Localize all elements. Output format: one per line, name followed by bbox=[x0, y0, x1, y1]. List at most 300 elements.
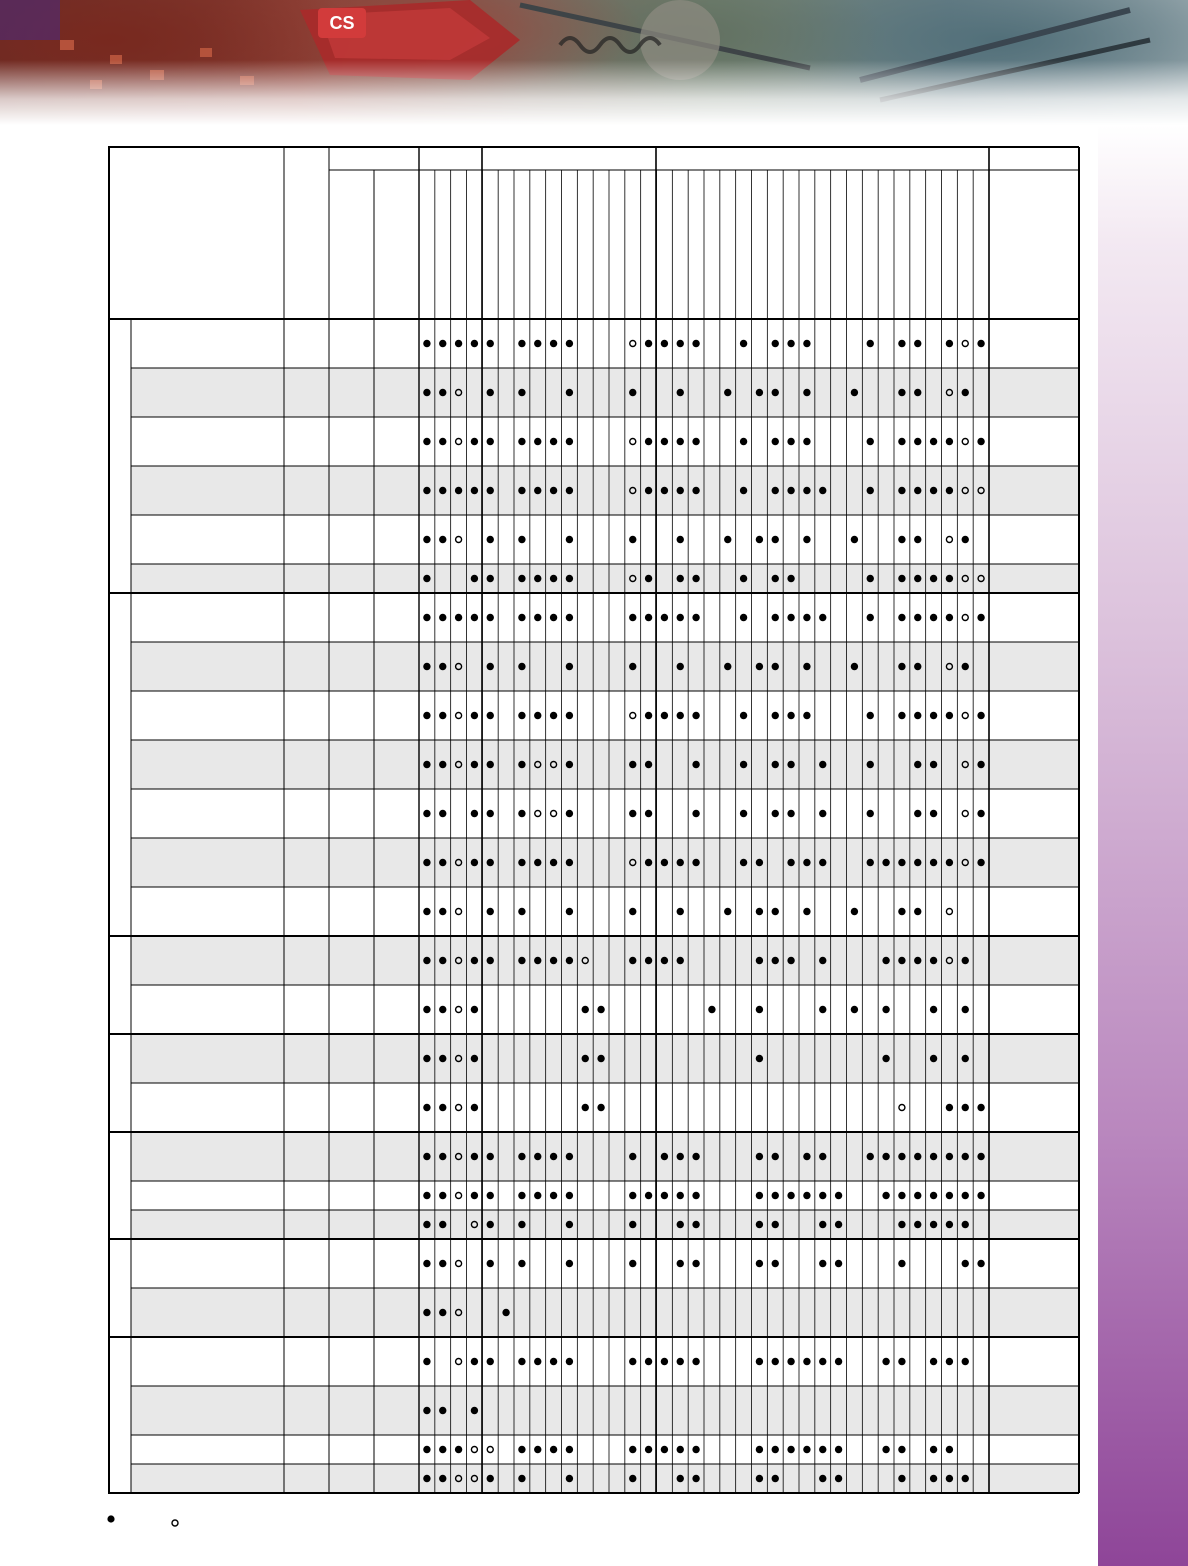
filled-dot-mark bbox=[930, 1006, 937, 1013]
filled-dot-mark bbox=[487, 810, 494, 817]
filled-dot-mark bbox=[566, 663, 573, 670]
filled-dot-mark bbox=[819, 614, 826, 621]
filled-dot-mark bbox=[740, 614, 747, 621]
filled-dot-mark bbox=[692, 810, 699, 817]
filled-dot-mark bbox=[439, 1055, 446, 1062]
open-dot-mark bbox=[551, 811, 557, 817]
filled-dot-mark bbox=[423, 487, 430, 494]
filled-dot-mark bbox=[566, 1153, 573, 1160]
filled-dot-mark bbox=[566, 1260, 573, 1267]
filled-dot-mark bbox=[772, 712, 779, 719]
filled-dot-mark bbox=[677, 487, 684, 494]
filled-dot-mark bbox=[962, 663, 969, 670]
filled-dot-mark bbox=[772, 1358, 779, 1365]
filled-dot-mark bbox=[471, 957, 478, 964]
open-dot-mark bbox=[962, 439, 968, 445]
filled-dot-mark bbox=[677, 614, 684, 621]
brand-logo bbox=[318, 8, 366, 38]
filled-dot-mark bbox=[566, 1221, 573, 1228]
filled-dot-mark bbox=[502, 1309, 509, 1316]
filled-dot-mark bbox=[772, 663, 779, 670]
filled-dot-mark bbox=[566, 575, 573, 582]
filled-dot-mark bbox=[423, 761, 430, 768]
filled-dot-mark bbox=[471, 614, 478, 621]
filled-dot-mark bbox=[867, 712, 874, 719]
filled-dot-mark bbox=[819, 1358, 826, 1365]
filled-dot-mark bbox=[487, 438, 494, 445]
filled-dot-mark bbox=[740, 712, 747, 719]
filled-dot-mark bbox=[835, 1192, 842, 1199]
filled-dot-mark bbox=[661, 614, 668, 621]
filled-dot-mark bbox=[550, 614, 557, 621]
filled-dot-mark bbox=[898, 712, 905, 719]
filled-dot-mark bbox=[534, 340, 541, 347]
filled-dot-mark bbox=[803, 1192, 810, 1199]
filled-dot-mark bbox=[423, 575, 430, 582]
filled-dot-mark bbox=[787, 712, 794, 719]
filled-dot-mark bbox=[439, 389, 446, 396]
filled-dot-mark bbox=[946, 487, 953, 494]
filled-dot-mark bbox=[582, 1104, 589, 1111]
filled-dot-mark bbox=[677, 957, 684, 964]
filled-dot-mark bbox=[487, 614, 494, 621]
filled-dot-mark bbox=[423, 1104, 430, 1111]
filled-dot-mark bbox=[756, 389, 763, 396]
filled-dot-mark bbox=[550, 957, 557, 964]
filled-dot-mark bbox=[946, 1358, 953, 1365]
filled-dot-mark bbox=[914, 487, 921, 494]
filled-dot-mark bbox=[756, 908, 763, 915]
filled-dot-mark bbox=[471, 761, 478, 768]
open-dot-mark bbox=[535, 811, 541, 817]
filled-dot-mark bbox=[756, 1006, 763, 1013]
filled-dot-mark bbox=[914, 1153, 921, 1160]
filled-dot-mark bbox=[629, 810, 636, 817]
filled-dot-mark bbox=[645, 1446, 652, 1453]
filled-dot-mark bbox=[487, 487, 494, 494]
filled-dot-mark bbox=[930, 1446, 937, 1453]
open-dot-mark bbox=[962, 713, 968, 719]
filled-dot-mark bbox=[629, 908, 636, 915]
filled-dot-mark bbox=[677, 438, 684, 445]
filled-dot-mark bbox=[930, 712, 937, 719]
filled-dot-mark bbox=[946, 575, 953, 582]
filled-dot-mark bbox=[471, 1055, 478, 1062]
filled-dot-mark bbox=[629, 1221, 636, 1228]
filled-dot-mark bbox=[677, 1446, 684, 1453]
filled-dot-mark bbox=[518, 487, 525, 494]
filled-dot-mark bbox=[645, 614, 652, 621]
filled-dot-mark bbox=[423, 614, 430, 621]
filled-dot-mark bbox=[962, 1104, 969, 1111]
filled-dot-mark bbox=[692, 1153, 699, 1160]
filled-dot-mark bbox=[946, 1446, 953, 1453]
filled-dot-mark bbox=[423, 957, 430, 964]
filled-dot-mark bbox=[772, 438, 779, 445]
compatibility-matrix-table bbox=[108, 146, 1080, 1505]
filled-dot-mark bbox=[930, 438, 937, 445]
filled-dot-mark bbox=[724, 389, 731, 396]
filled-dot-mark bbox=[423, 1407, 430, 1414]
filled-dot-mark bbox=[518, 859, 525, 866]
open-dot-mark bbox=[487, 1447, 493, 1453]
svg-text:CS: CS bbox=[329, 13, 355, 33]
filled-dot-mark bbox=[977, 340, 984, 347]
filled-dot-mark bbox=[439, 1221, 446, 1228]
filled-dot-mark bbox=[724, 908, 731, 915]
filled-dot-mark bbox=[946, 859, 953, 866]
filled-dot-mark bbox=[518, 389, 525, 396]
filled-dot-mark bbox=[898, 389, 905, 396]
filled-dot-mark bbox=[819, 1475, 826, 1482]
filled-dot-mark bbox=[787, 575, 794, 582]
filled-dot-mark bbox=[756, 1475, 763, 1482]
filled-dot-mark bbox=[439, 487, 446, 494]
filled-dot-mark bbox=[882, 1192, 889, 1199]
filled-dot-mark bbox=[677, 1358, 684, 1365]
filled-dot-mark bbox=[851, 536, 858, 543]
filled-dot-mark bbox=[487, 1260, 494, 1267]
filled-dot-mark bbox=[803, 438, 810, 445]
filled-dot-mark bbox=[914, 712, 921, 719]
filled-dot-mark bbox=[566, 712, 573, 719]
filled-dot-mark bbox=[518, 957, 525, 964]
filled-dot-mark bbox=[677, 663, 684, 670]
shaded-row-band bbox=[131, 1386, 1079, 1435]
filled-dot-mark bbox=[962, 1192, 969, 1199]
filled-dot-mark bbox=[882, 957, 889, 964]
filled-dot-mark bbox=[692, 340, 699, 347]
filled-dot-mark bbox=[455, 340, 462, 347]
filled-dot-mark bbox=[566, 614, 573, 621]
filled-dot-mark bbox=[550, 1153, 557, 1160]
filled-dot-mark bbox=[645, 438, 652, 445]
filled-dot-mark bbox=[772, 957, 779, 964]
filled-dot-mark bbox=[550, 575, 557, 582]
filled-dot-mark bbox=[898, 536, 905, 543]
filled-dot-mark bbox=[534, 1153, 541, 1160]
filled-dot-mark bbox=[819, 810, 826, 817]
filled-dot-mark bbox=[518, 438, 525, 445]
filled-dot-mark bbox=[471, 1006, 478, 1013]
filled-dot-mark bbox=[819, 1006, 826, 1013]
filled-dot-mark bbox=[946, 1153, 953, 1160]
filled-dot-mark bbox=[977, 859, 984, 866]
filled-dot-mark bbox=[692, 575, 699, 582]
open-dot-mark bbox=[962, 615, 968, 621]
filled-dot-mark bbox=[629, 536, 636, 543]
filled-dot-mark bbox=[692, 1260, 699, 1267]
filled-dot-mark bbox=[645, 810, 652, 817]
filled-dot-mark bbox=[423, 438, 430, 445]
filled-dot-mark bbox=[962, 1260, 969, 1267]
open-dot-mark bbox=[471, 1447, 477, 1453]
filled-dot-mark bbox=[534, 487, 541, 494]
filled-dot-mark bbox=[518, 1221, 525, 1228]
filled-dot-mark bbox=[772, 1446, 779, 1453]
filled-dot-mark bbox=[835, 1221, 842, 1228]
filled-dot-mark bbox=[946, 712, 953, 719]
filled-dot-mark bbox=[867, 1153, 874, 1160]
filled-dot-mark bbox=[914, 614, 921, 621]
filled-dot-mark bbox=[962, 957, 969, 964]
filled-dot-mark bbox=[439, 712, 446, 719]
filled-dot-mark bbox=[566, 487, 573, 494]
filled-dot-mark bbox=[787, 859, 794, 866]
filled-dot-mark bbox=[756, 1260, 763, 1267]
filled-dot-mark bbox=[962, 536, 969, 543]
filled-dot-mark bbox=[518, 1192, 525, 1199]
filled-dot-mark bbox=[629, 1192, 636, 1199]
filled-dot-mark bbox=[898, 1446, 905, 1453]
filled-dot-mark bbox=[772, 810, 779, 817]
open-dot-mark bbox=[962, 811, 968, 817]
filled-dot-mark bbox=[677, 389, 684, 396]
filled-dot-mark bbox=[898, 614, 905, 621]
filled-dot-mark bbox=[835, 1260, 842, 1267]
filled-dot-mark bbox=[787, 1358, 794, 1365]
filled-dot-mark bbox=[439, 438, 446, 445]
open-dot-mark bbox=[630, 439, 636, 445]
filled-dot-mark bbox=[471, 1192, 478, 1199]
filled-dot-mark bbox=[692, 1358, 699, 1365]
filled-dot-mark bbox=[977, 614, 984, 621]
filled-dot-mark bbox=[566, 389, 573, 396]
filled-dot-mark bbox=[518, 908, 525, 915]
filled-dot-mark bbox=[487, 957, 494, 964]
filled-dot-mark bbox=[898, 438, 905, 445]
filled-dot-mark bbox=[439, 1104, 446, 1111]
shaded-row-band bbox=[131, 368, 1079, 417]
filled-dot-mark bbox=[439, 1260, 446, 1267]
filled-dot-mark bbox=[597, 1104, 604, 1111]
filled-dot-mark bbox=[455, 1446, 462, 1453]
filled-dot-mark bbox=[914, 575, 921, 582]
filled-dot-mark bbox=[898, 663, 905, 670]
filled-dot-mark bbox=[518, 761, 525, 768]
filled-dot-mark bbox=[692, 1221, 699, 1228]
filled-dot-mark bbox=[867, 575, 874, 582]
filled-dot-mark bbox=[487, 663, 494, 670]
filled-dot-mark bbox=[803, 908, 810, 915]
filled-dot-mark bbox=[692, 487, 699, 494]
filled-dot-mark bbox=[423, 810, 430, 817]
filled-dot-mark bbox=[566, 438, 573, 445]
filled-dot-mark bbox=[566, 957, 573, 964]
open-dot-mark bbox=[456, 909, 462, 915]
filled-dot-mark bbox=[708, 1006, 715, 1013]
filled-dot-mark bbox=[692, 712, 699, 719]
filled-dot-mark bbox=[677, 908, 684, 915]
legend-open-dot bbox=[170, 1518, 180, 1528]
filled-dot-mark bbox=[867, 340, 874, 347]
filled-dot-mark bbox=[898, 1221, 905, 1228]
filled-dot-mark bbox=[930, 1055, 937, 1062]
filled-dot-mark bbox=[661, 859, 668, 866]
filled-dot-mark bbox=[851, 908, 858, 915]
filled-dot-mark bbox=[898, 340, 905, 347]
filled-dot-mark bbox=[692, 1475, 699, 1482]
filled-dot-mark bbox=[423, 340, 430, 347]
filled-dot-mark bbox=[867, 761, 874, 768]
filled-dot-mark bbox=[471, 859, 478, 866]
filled-dot-mark bbox=[629, 1358, 636, 1365]
filled-dot-mark bbox=[550, 340, 557, 347]
filled-dot-mark bbox=[423, 908, 430, 915]
filled-dot-mark bbox=[439, 810, 446, 817]
filled-dot-mark bbox=[518, 712, 525, 719]
filled-dot-mark bbox=[597, 1006, 604, 1013]
filled-dot-mark bbox=[566, 859, 573, 866]
filled-dot-mark bbox=[787, 438, 794, 445]
open-dot-mark bbox=[946, 909, 952, 915]
filled-dot-mark bbox=[566, 1446, 573, 1453]
filled-dot-mark bbox=[962, 1475, 969, 1482]
decorative-side-band bbox=[1098, 125, 1188, 1566]
filled-dot-mark bbox=[977, 1192, 984, 1199]
open-dot-mark bbox=[962, 341, 968, 347]
filled-dot-mark bbox=[946, 1221, 953, 1228]
filled-dot-mark bbox=[882, 1055, 889, 1062]
filled-dot-mark bbox=[756, 1446, 763, 1453]
filled-dot-mark bbox=[677, 859, 684, 866]
filled-dot-mark bbox=[677, 712, 684, 719]
filled-dot-mark bbox=[582, 1006, 589, 1013]
filled-dot-mark bbox=[439, 1407, 446, 1414]
filled-dot-mark bbox=[819, 487, 826, 494]
filled-dot-mark bbox=[439, 761, 446, 768]
filled-dot-mark bbox=[787, 1192, 794, 1199]
filled-dot-mark bbox=[534, 438, 541, 445]
filled-dot-mark bbox=[930, 1475, 937, 1482]
header-banner-photo bbox=[0, 0, 1188, 125]
filled-dot-mark bbox=[898, 1358, 905, 1365]
filled-dot-mark bbox=[740, 487, 747, 494]
filled-dot-mark bbox=[803, 340, 810, 347]
filled-dot-mark bbox=[471, 1407, 478, 1414]
filled-dot-mark bbox=[977, 438, 984, 445]
filled-dot-mark bbox=[487, 1192, 494, 1199]
filled-dot-mark bbox=[803, 487, 810, 494]
filled-dot-mark bbox=[756, 957, 763, 964]
filled-dot-mark bbox=[629, 1446, 636, 1453]
filled-dot-mark bbox=[677, 575, 684, 582]
filled-dot-mark bbox=[962, 1221, 969, 1228]
filled-dot-mark bbox=[550, 1446, 557, 1453]
filled-dot-mark bbox=[677, 1221, 684, 1228]
filled-dot-mark bbox=[439, 614, 446, 621]
filled-dot-mark bbox=[914, 1221, 921, 1228]
filled-dot-mark bbox=[518, 810, 525, 817]
filled-dot-mark bbox=[898, 908, 905, 915]
filled-dot-mark bbox=[534, 859, 541, 866]
filled-dot-mark bbox=[867, 438, 874, 445]
filled-dot-mark bbox=[803, 1446, 810, 1453]
filled-dot-mark bbox=[867, 487, 874, 494]
filled-dot-mark bbox=[661, 340, 668, 347]
filled-dot-mark bbox=[629, 1260, 636, 1267]
filled-dot-mark bbox=[471, 1104, 478, 1111]
filled-dot-mark bbox=[692, 438, 699, 445]
filled-dot-mark bbox=[740, 810, 747, 817]
legend-filled-dot bbox=[106, 1514, 116, 1524]
filled-dot-mark bbox=[566, 536, 573, 543]
filled-dot-mark bbox=[835, 1358, 842, 1365]
filled-dot-mark bbox=[787, 487, 794, 494]
filled-dot-mark bbox=[534, 575, 541, 582]
filled-dot-mark bbox=[914, 957, 921, 964]
filled-dot-mark bbox=[534, 1192, 541, 1199]
filled-dot-mark bbox=[534, 957, 541, 964]
filled-dot-mark bbox=[946, 1104, 953, 1111]
filled-dot-mark bbox=[487, 389, 494, 396]
open-dot-mark bbox=[456, 1007, 462, 1013]
filled-dot-mark bbox=[487, 1153, 494, 1160]
filled-dot-mark bbox=[930, 810, 937, 817]
filled-dot-mark bbox=[645, 1192, 652, 1199]
filled-dot-mark bbox=[423, 1309, 430, 1316]
filled-dot-mark bbox=[661, 487, 668, 494]
filled-dot-mark bbox=[439, 663, 446, 670]
filled-dot-mark bbox=[819, 1153, 826, 1160]
filled-dot-mark bbox=[835, 1475, 842, 1482]
filled-dot-mark bbox=[946, 1475, 953, 1482]
filled-dot-mark bbox=[930, 575, 937, 582]
filled-dot-mark bbox=[487, 908, 494, 915]
filled-dot-mark bbox=[423, 1260, 430, 1267]
filled-dot-mark bbox=[423, 1446, 430, 1453]
filled-dot-mark bbox=[692, 761, 699, 768]
filled-dot-mark bbox=[566, 1192, 573, 1199]
filled-dot-mark bbox=[518, 575, 525, 582]
filled-dot-mark bbox=[787, 1446, 794, 1453]
filled-dot-mark bbox=[692, 859, 699, 866]
filled-dot-mark bbox=[772, 908, 779, 915]
filled-dot-mark bbox=[740, 438, 747, 445]
filled-dot-mark bbox=[803, 536, 810, 543]
filled-dot-mark bbox=[914, 438, 921, 445]
filled-dot-mark bbox=[898, 1153, 905, 1160]
filled-dot-mark bbox=[487, 1221, 494, 1228]
filled-dot-mark bbox=[772, 340, 779, 347]
filled-dot-mark bbox=[930, 1221, 937, 1228]
filled-dot-mark bbox=[692, 1192, 699, 1199]
open-dot-mark bbox=[456, 1105, 462, 1111]
filled-dot-mark bbox=[930, 487, 937, 494]
filled-dot-mark bbox=[819, 1260, 826, 1267]
filled-dot-mark bbox=[756, 1055, 763, 1062]
filled-dot-mark bbox=[772, 614, 779, 621]
filled-dot-mark bbox=[661, 438, 668, 445]
filled-dot-mark bbox=[518, 663, 525, 670]
filled-dot-mark bbox=[819, 1446, 826, 1453]
filled-dot-mark bbox=[645, 575, 652, 582]
filled-dot-mark bbox=[629, 1475, 636, 1482]
filled-dot-mark bbox=[471, 487, 478, 494]
filled-dot-mark bbox=[930, 1153, 937, 1160]
filled-dot-mark bbox=[962, 389, 969, 396]
filled-dot-mark bbox=[487, 859, 494, 866]
filled-dot-mark bbox=[914, 536, 921, 543]
filled-dot-mark bbox=[914, 859, 921, 866]
filled-dot-mark bbox=[455, 614, 462, 621]
filled-dot-mark bbox=[977, 1153, 984, 1160]
filled-dot-mark bbox=[534, 614, 541, 621]
filled-dot-mark bbox=[439, 1006, 446, 1013]
filled-dot-mark bbox=[692, 614, 699, 621]
filled-dot-mark bbox=[423, 1358, 430, 1365]
filled-dot-mark bbox=[803, 663, 810, 670]
